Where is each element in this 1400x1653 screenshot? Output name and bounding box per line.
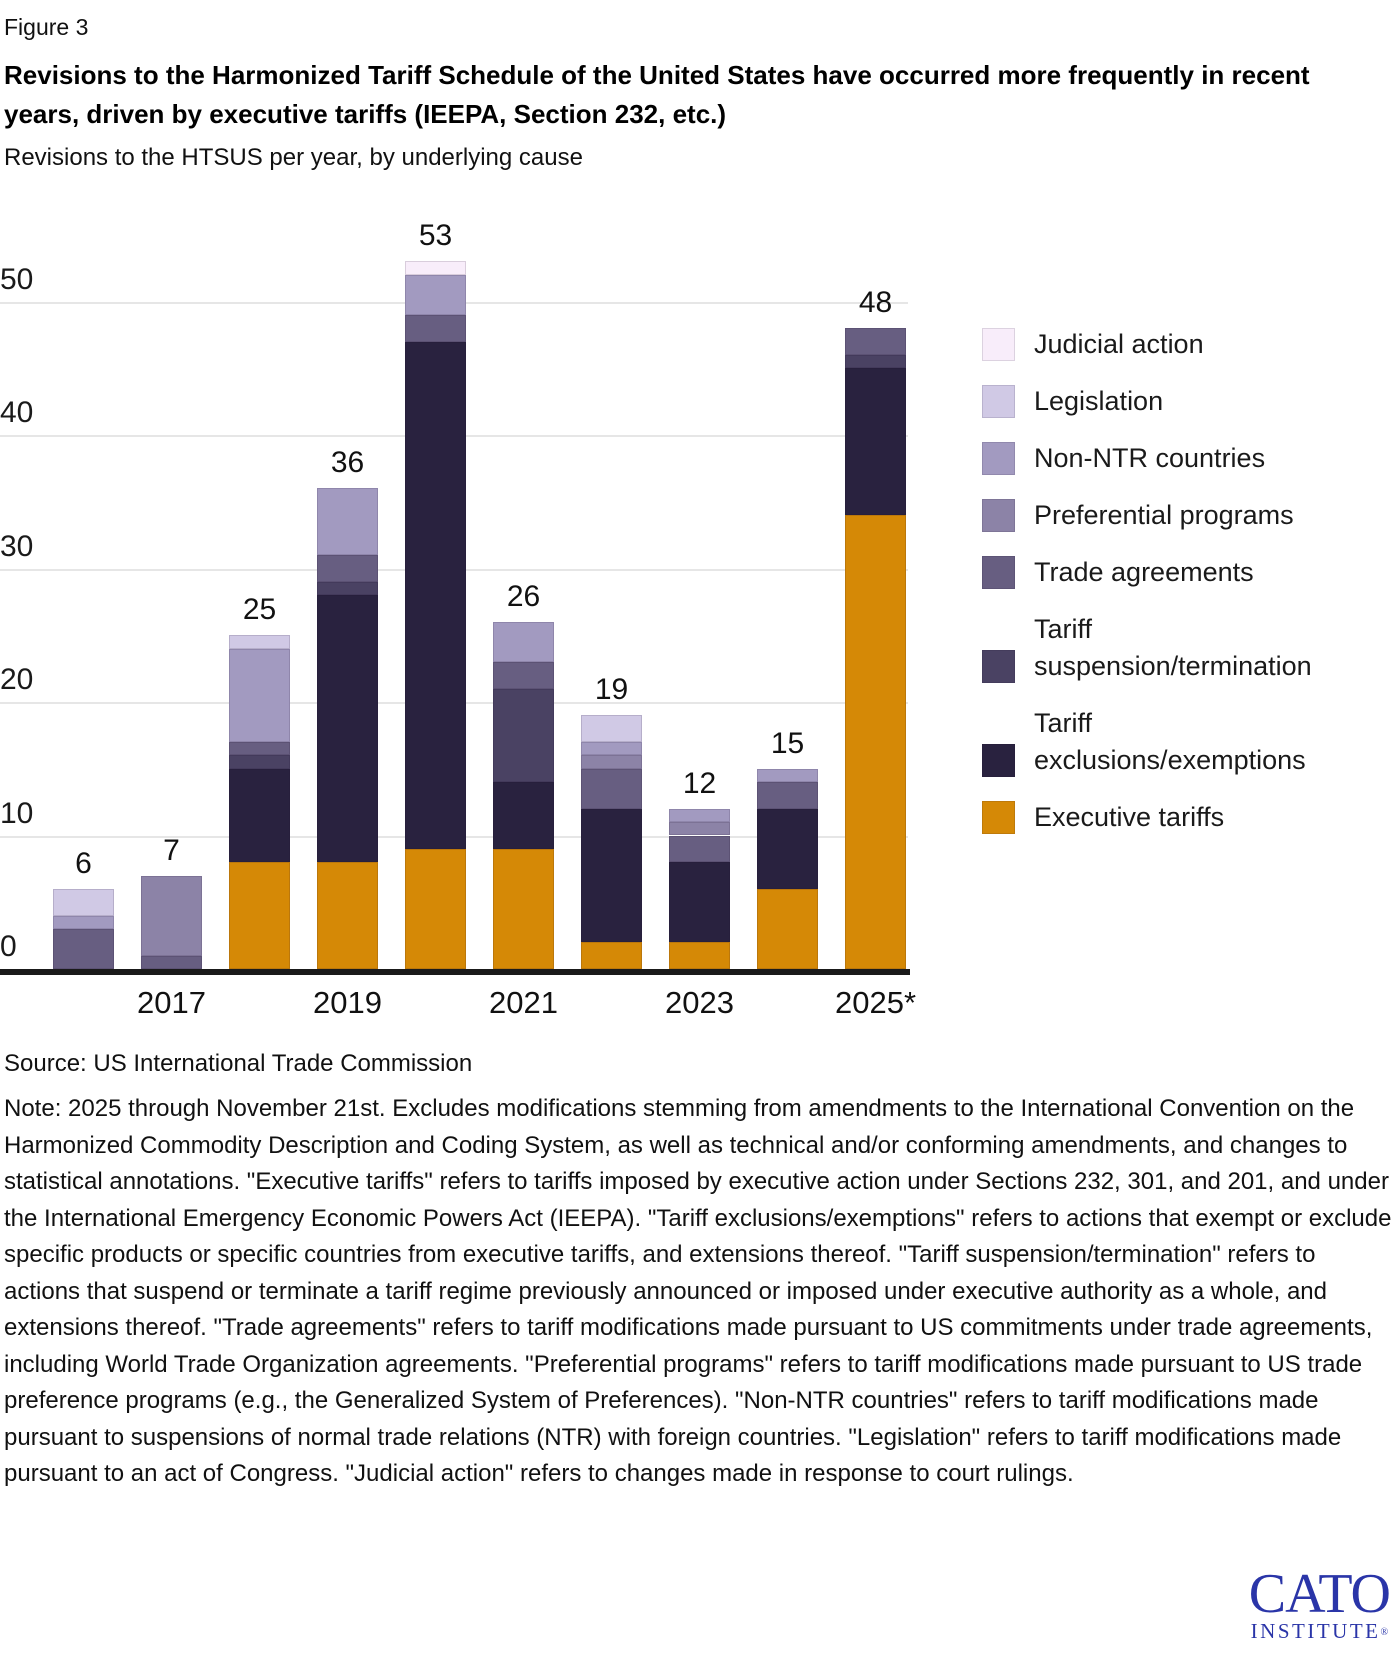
bar-segment-2018-non-ntr-countries (229, 649, 290, 742)
bar-segment-2017-trade-agreements (141, 956, 202, 969)
bar-segment-2018-tariff-suspension-termination (229, 755, 290, 768)
bar-segment-2018-legislation (229, 635, 290, 648)
bar-segment-2019-non-ntr-countries (317, 488, 378, 555)
legend-swatch-tariff-suspension-termination (982, 650, 1015, 683)
y-axis-tick-40: 40 (0, 396, 34, 429)
legend-label-preferential-programs: Preferential programs (1034, 500, 1294, 530)
bar-value-label-2016: 6 (75, 846, 92, 880)
chart-area (0, 184, 1400, 1020)
figure-label: Figure 3 (4, 14, 89, 40)
legend-swatch-preferential-programs (982, 499, 1015, 532)
bar-segment-2022-preferential-programs (581, 755, 642, 768)
x-axis-line (0, 969, 910, 975)
cato-institute-logo (1248, 1563, 1390, 1645)
registered-mark: ® (1380, 1627, 1389, 1638)
bar-segment-2025-trade-agreements (845, 328, 906, 355)
bar-segment-2018-executive-tariffs (229, 862, 290, 969)
bar-segment-2023-tariff-exclusions-exemptions (669, 862, 730, 942)
bar-segment-2024-executive-tariffs (757, 889, 818, 969)
bar-segment-2024-trade-agreements (757, 782, 818, 809)
y-axis-tick-0: 0 (0, 930, 17, 963)
bar-segment-2022-executive-tariffs (581, 942, 642, 969)
legend-item-preferential-programs (982, 497, 1382, 534)
x-axis-tick-2025-: 2025* (834, 985, 917, 1020)
bar-segment-2025-tariff-suspension-termination (845, 355, 906, 368)
bar-segment-2022-trade-agreements (581, 769, 642, 809)
bar-segment-2020-tariff-exclusions-exemptions (405, 342, 466, 849)
legend-swatch-judicial-action (982, 328, 1015, 361)
x-axis-tick-2021: 2021 (489, 985, 558, 1020)
bar-segment-2023-non-ntr-countries (669, 809, 730, 822)
bar-segment-2019-executive-tariffs (317, 862, 378, 969)
chart-title: Revisions to the Harmonized Tariff Schedule of the United States have occurred more frequently in recent years, driven by executive tariffs (IEEPA, Section 232, etc.) (4, 60, 1310, 129)
legend-label-tariff-exclusions-exemptions: Tariff exclusions/exemptions (1034, 708, 1306, 775)
bar-value-label-2025: 48 (858, 286, 893, 320)
bar-segment-2021-tariff-suspension-termination (493, 689, 554, 782)
bar-segment-2023-executive-tariffs (669, 942, 730, 969)
bar-segment-2023-preferential-programs (669, 822, 730, 835)
bar-segment-2020-judicial-action (405, 261, 466, 274)
bar-segment-2016-non-ntr-countries (53, 916, 114, 929)
bar-value-label-2024: 15 (770, 726, 805, 760)
legend-item-non-ntr-countries (982, 440, 1382, 477)
bar-segment-2025-tariff-exclusions-exemptions (845, 368, 906, 515)
legend-swatch-tariff-exclusions-exemptions (982, 744, 1015, 777)
y-axis-tick-50: 50 (0, 262, 34, 296)
legend-item-executive-tariffs (982, 799, 1382, 836)
x-axis-tick-2019: 2019 (313, 985, 382, 1020)
legend-item-legislation (982, 383, 1382, 420)
chart-subtitle: Revisions to the HTSUS per year, by underlying cause (4, 144, 583, 171)
bar-segment-2023-trade-agreements (669, 836, 730, 863)
bar-segment-2018-trade-agreements (229, 742, 290, 755)
cato-logo-word: CATO (1248, 1563, 1390, 1625)
bar-value-label-2017: 7 (163, 833, 180, 867)
bar-segment-2021-trade-agreements (493, 662, 554, 689)
legend-swatch-non-ntr-countries (982, 442, 1015, 475)
bar-segment-2020-non-ntr-countries (405, 275, 466, 315)
bar-segment-2020-trade-agreements (405, 315, 466, 342)
chart-legend (982, 326, 1382, 836)
bar-segment-2021-non-ntr-countries (493, 622, 554, 662)
bar-segment-2021-tariff-exclusions-exemptions (493, 782, 554, 849)
source-note: Source: US International Trade Commission (4, 1050, 473, 1077)
legend-label-non-ntr-countries: Non-NTR countries (1034, 443, 1266, 473)
bar-segment-2019-tariff-suspension-termination (317, 582, 378, 595)
legend-swatch-legislation (982, 385, 1015, 418)
legend-item-tariff-exclusions-exemptions (982, 705, 1382, 779)
bar-segment-2022-non-ntr-countries (581, 742, 642, 755)
bar-value-label-2023: 12 (682, 766, 717, 800)
bar-segment-2019-tariff-exclusions-exemptions (317, 595, 378, 862)
bar-value-label-2018: 25 (242, 593, 277, 627)
legend-label-judicial-action: Judicial action (1034, 329, 1204, 359)
y-axis-tick-20: 20 (0, 663, 34, 696)
bar-segment-2016-legislation (53, 889, 114, 916)
bar-value-label-2022: 19 (594, 673, 629, 707)
legend-label-executive-tariffs: Executive tariffs (1034, 802, 1225, 832)
bar-segment-2024-tariff-exclusions-exemptions (757, 809, 818, 889)
bar-segment-2020-executive-tariffs (405, 849, 466, 969)
legend-swatch-trade-agreements (982, 556, 1015, 589)
cato-logo-institute: INSTITUTE® (1250, 1619, 1389, 1643)
x-axis-tick-2023: 2023 (665, 985, 734, 1020)
note-text: Note: 2025 through November 21st. Excludes modifications stemming from amendments to the International Convention on the Harmonized Commodity Description and Coding System, as well as technical and/or conforming amendments, and changes to statistical annotations. "Executive tariffs" refers to tariffs imposed by executive action under Sections 232, 301, and 201, and under the International Emergency Economic Powers Act (IEEPA). "Tariff exclusions/exemptions" refers to actions that exempt or exclude specific products or specific countries from executive tariffs, and extensions thereof. "Tariff suspension/termination" refers to actions that suspend or terminate a tariff regime previously announced or imposed under executive authority as a whole, and extensions thereof. "Trade agreements" refers to tariff modifications made pursuant to US commitments under trade agreements, including World Trade Organization agreements. "Preferential programs" refers to tariff modifications made pursuant to US trade preference programs (e.g., the Generalized System of Preferences). "Non-NTR countries" refers to tariff modifications made pursuant to suspensions of normal trade relations (NTR) with foreign countries. "Legislation" refers to tariff modifications made pursuant to an act of Congress. "Judicial action" refers to changes made in response to court rulings. (4, 1095, 1392, 1487)
y-axis-tick-10: 10 (0, 796, 34, 830)
bar-value-label-2020: 53 (418, 219, 453, 253)
x-axis-tick-2017: 2017 (137, 985, 206, 1020)
legend-swatch-executive-tariffs (982, 801, 1015, 834)
legend-label-legislation: Legislation (1034, 386, 1164, 416)
legend-label-trade-agreements: Trade agreements (1034, 557, 1254, 587)
bar-segment-2018-tariff-exclusions-exemptions (229, 769, 290, 862)
y-axis-tick-30: 30 (0, 529, 34, 563)
legend-label-tariff-suspension-termination: Tariff suspension/termination (1034, 614, 1312, 681)
bar-segment-2017-preferential-programs (141, 876, 202, 956)
legend-item-judicial-action (982, 326, 1382, 363)
bar-segment-2019-trade-agreements (317, 555, 378, 582)
bar-value-label-2019: 36 (330, 446, 365, 480)
bar-segment-2022-tariff-exclusions-exemptions (581, 809, 642, 943)
bar-segment-2021-executive-tariffs (493, 849, 554, 969)
bar-segment-2025-executive-tariffs (845, 515, 906, 969)
bar-segment-2022-legislation (581, 715, 642, 742)
bar-segment-2016-trade-agreements (53, 929, 114, 969)
bar-segment-2024-non-ntr-countries (757, 769, 818, 782)
bar-value-label-2021: 26 (506, 579, 541, 613)
legend-item-tariff-suspension-termination (982, 611, 1382, 685)
legend-item-trade-agreements (982, 554, 1382, 591)
